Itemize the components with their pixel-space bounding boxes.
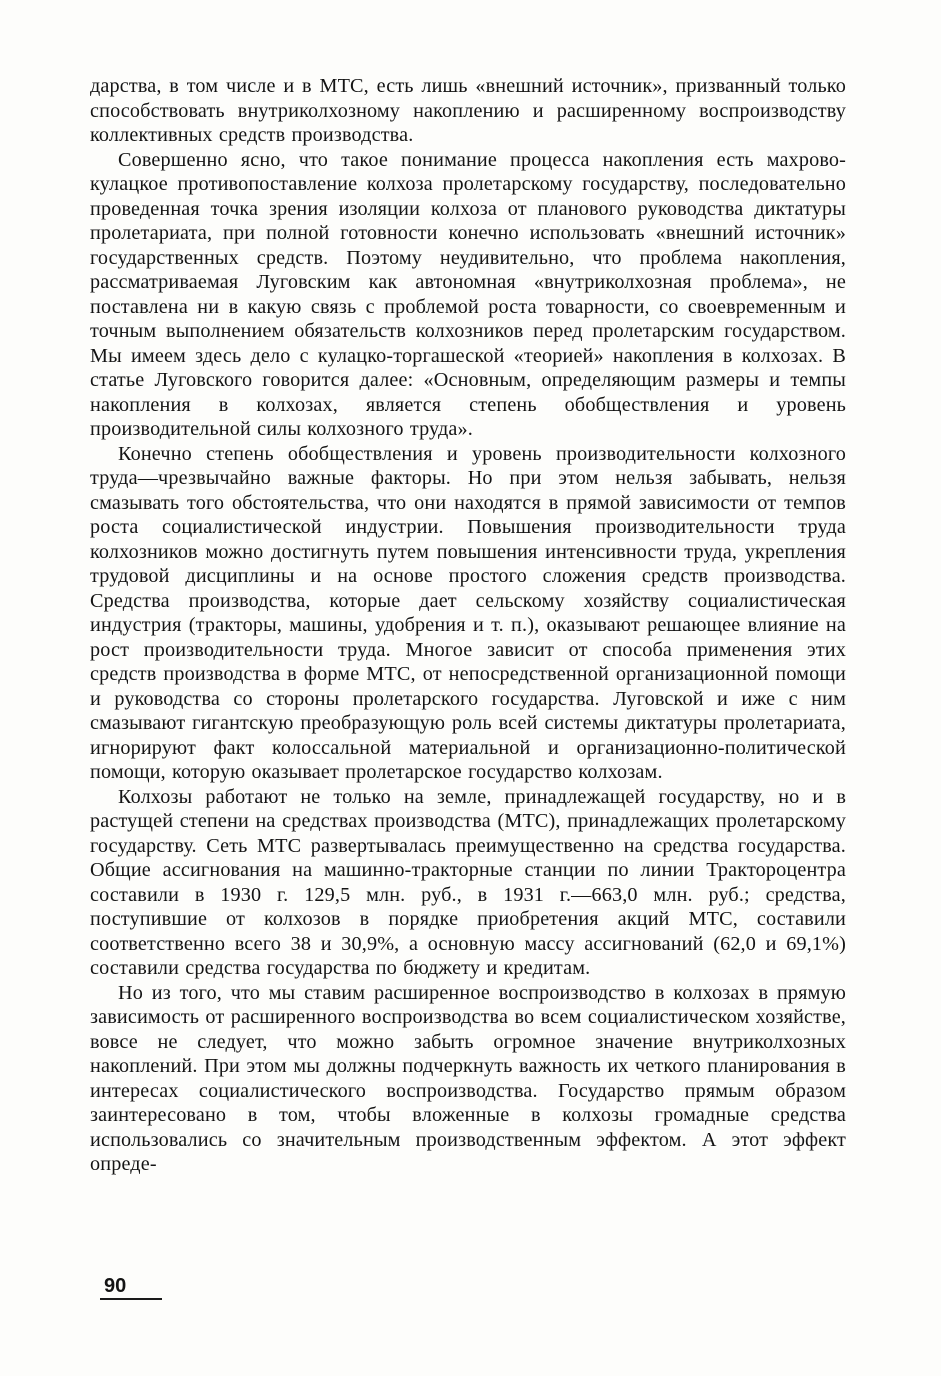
paragraph: Колхозы работают не только на земле, принадлежащей государству, но и в растущей степени на средствах производства (МТС), принадлежащих пролетарскому государству. Сеть МТС развертывалась преимущественно на средства государства. Общие ассигнования на машинно-тракторные станции по линии Трактороцентра составили в 1930 г. 129,5 млн. руб., в 1931 г.—663,0 млн. руб.; средства, поступившие от колхозов в порядке приобретения акций МТС, составили соответственно всего 38 и 30,9%, а основную массу ассигнований (62,0 и 69,1%) составили средства государства по бюджету и кредитам. bbox=[90, 785, 846, 979]
paragraph: Но из того, что мы ставим расширенное воспроизводство в колхозах в прямую зависимость от расширенного воспроизводства во всем социалистическом хозяйстве, вовсе не следует, что можно забыть огромное значение внутриколхозных накоплений. При этом мы должны подчеркнуть важность их четкого планирования в интересах социалистического воспроизводства. Государство прямым образом заинтересовано в том, чтобы вложенные в колхозы громадные средства использовались со значительным производственным эффектом. А этот эффект опреде- bbox=[90, 981, 846, 1175]
body-text bbox=[90, 74, 846, 1177]
paragraph-continued: дарства, в том числе и в МТС, есть лишь «внешний источник», призванный только способствовать внутриколхозному накоплению и расширенному воспроизводству коллективных средств производства. bbox=[90, 75, 846, 146]
paragraph: Конечно степень обобществления и уровень производительности колхозного труда—чрезвычайно важные факторы. Но при этом нельзя забывать, нельзя смазывать того обстоятельства, что они находятся в прямой зависимости от темпов роста социалистической индустрии. Повышения производительности труда колхозников можно достигнуть путем повышения интенсивности труда, укрепления трудовой дисциплины и на основе простого сложения средств производства. Средства производства, которые дает сельскому хозяйству социалистическая индустрия (тракторы, машины, удобрения и т. п.), оказывают решающее влияние на рост производительности труда. Многое зависит от способа применения этих средств производства в форме МТС, от непосредственной организационной помощи и руководства со стороны пролетарского государства. Луговской и иже с ним смазывают гигантскую преобразующую роль всей системы диктатуры пролетариата, игнорируют факт колоссальной материальной и организационно-политической помощи, которую оказывает пролетарское государство колхозам. bbox=[90, 442, 846, 783]
page-number-rule bbox=[100, 1298, 162, 1300]
page-number: 90 bbox=[104, 1275, 127, 1297]
paragraph: Совершенно ясно, что такое понимание процесса накопления есть махрово-кулацкое противопоставление колхоза пролетарскому государству, последовательно проведенная точка зрения изоляции колхоза от планового руководства диктатуры пролетариата, при полной готовности конечно использовать «внешний источник» государственных средств. Поэтому неудивительно, что проблема накопления, рассматриваемая Луговским как автономная «внутриколхозная проблема», не поставлена ни в какую связь с проблемой роста товарности, со своевременным и точным выполнением обязательств колхозников перед пролетарским государством. Мы имеем здесь дело с кулацко-торгашеской «теорией» накопления в колхозах. В статье Луговского говорится далее: «Основным, определяющим размеры и темпы накопления в колхозах, является степень обобществления и уровень производительной силы колхозного труда». bbox=[90, 148, 846, 440]
